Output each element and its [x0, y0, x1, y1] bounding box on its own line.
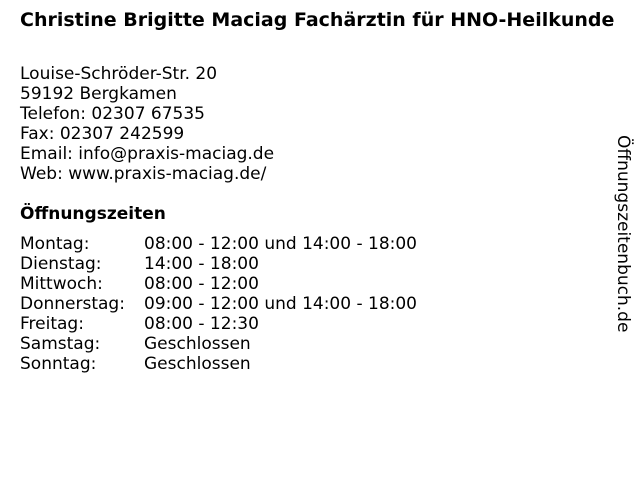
hours-row-friday: [20, 314, 417, 334]
hours-time-value: 09:00 - 12:00 und 14:00 - 18:00: [144, 294, 417, 314]
hours-day-label: Samstag:: [20, 334, 101, 354]
contact-block: [20, 64, 274, 184]
hours-row-tuesday: [20, 254, 417, 274]
hours-time-value: 08:00 - 12:30: [144, 314, 259, 334]
email-address: Email: info@praxis-maciag.de: [20, 144, 275, 164]
hours-day-label: Donnerstag:: [20, 294, 125, 314]
hours-row-saturday: [20, 334, 417, 354]
fax-number: Fax: 02307 242599: [20, 124, 185, 144]
site-brand-vertical: Öffnungszeitenbuch.de: [613, 135, 633, 333]
city-postal: 59192 Bergkamen: [20, 84, 177, 104]
page-title: Christine Brigitte Maciag Fachärztin für HNO-Heilkunde: [20, 9, 615, 31]
hours-row-thursday: [20, 294, 417, 314]
hours-day-label: Freitag:: [20, 314, 84, 334]
phone-number: Telefon: 02307 67535: [20, 104, 205, 124]
hours-time-value: Geschlossen: [144, 354, 251, 374]
hours-time-value: Geschlossen: [144, 334, 251, 354]
hours-time-value: 08:00 - 12:00: [144, 274, 259, 294]
hours-day-label: Sonntag:: [20, 354, 97, 374]
opening-hours-heading: Öffnungszeiten: [20, 204, 166, 224]
website-address: Web: www.praxis-maciag.de/: [20, 164, 267, 184]
hours-day-label: Dienstag:: [20, 254, 102, 274]
hours-row-wednesday: [20, 274, 417, 294]
hours-day-label: Mittwoch:: [20, 274, 103, 294]
hours-row-monday: [20, 234, 417, 254]
hours-day-label: Montag:: [20, 234, 90, 254]
hours-row-sunday: [20, 354, 417, 374]
hours-time-value: 08:00 - 12:00 und 14:00 - 18:00: [144, 234, 417, 254]
opening-hours-table: [20, 234, 417, 374]
street-address: Louise-Schröder-Str. 20: [20, 64, 218, 84]
hours-time-value: 14:00 - 18:00: [144, 254, 259, 274]
